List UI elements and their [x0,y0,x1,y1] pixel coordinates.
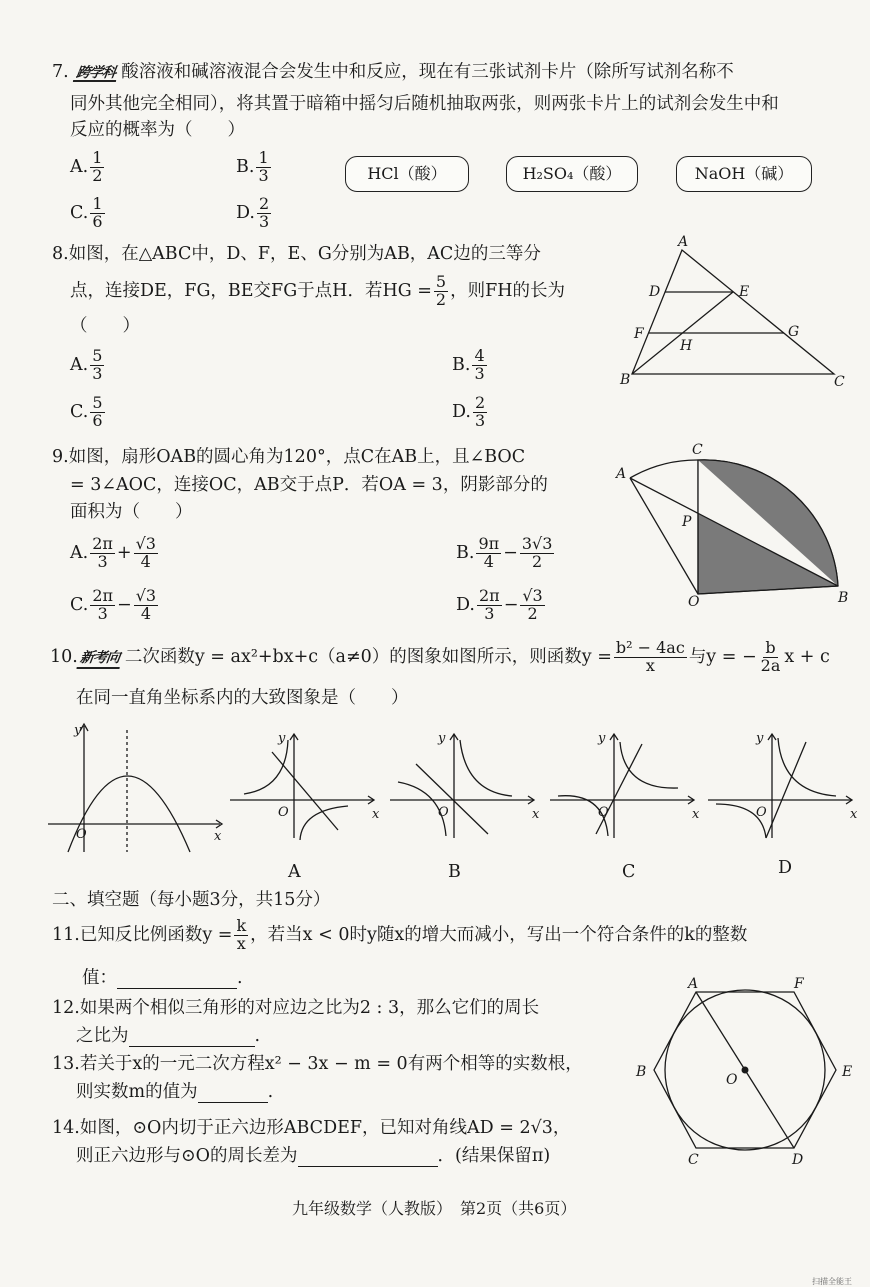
svg-text:O: O [438,805,449,820]
q12-answer-blank[interactable] [129,1028,255,1047]
q8-option-b: B. $\frac{4}{3}$ [452,346,485,383]
watermark: 扫描全能王 [812,1277,852,1286]
q10-graph-a [228,726,384,844]
q7-option-c: C. $\frac{1}{6}$ [70,194,103,231]
q7-line3: 反应的概率为（ ） [70,120,245,140]
q10-graph-c [548,726,704,844]
q9-line2: = 3∠AOC，连接OC，AB交于点P．若OA = 3，阴影部分的 [70,475,548,495]
q9-option-c: C. $\frac{2\pi}{3}$ − $\frac{√3}{4}$ [70,586,157,623]
label-o: O [726,1072,738,1088]
svg-text:y: y [74,723,82,738]
svg-text:x: x [214,829,222,844]
q8-option-c: C. $\frac{5}{6}$ [70,393,103,430]
q13-line2: 则实数m的值为 . [76,1082,274,1102]
reagent-card-naoh: NaOH（碱） [676,156,812,192]
label-a: A [688,976,699,992]
label-a: A [678,234,689,250]
q9-option-b: B. $\frac{9\pi}{4}$ − $\frac{3√3}{2}$ [456,534,553,571]
svg-text:x: x [850,807,858,822]
label-d: D [649,284,661,300]
label-d: D [792,1152,804,1168]
q7-option-d: D. $\frac{2}{3}$ [236,194,270,231]
reagent-card-hcl: HCl（酸） [345,156,469,192]
q11-line2: 值： . [82,968,243,988]
q13-answer-blank[interactable] [198,1084,268,1103]
q10-graph-b [388,726,544,844]
section-title: 二、填空题（每小题3分，共15分） [52,890,331,910]
q10-parabola-graph [44,720,229,860]
label-h: H [680,338,693,354]
label-b: B [620,372,631,388]
q10-line1: 10.新考向 二次函数y = ax²+bx+c（a≠0）的图象如图所示，则函数y = $\frac{\text{b² − 4ac}}{x}$ 与y = − $\frac{b}{2a}$ x + c [50,638,830,675]
label-f: F [634,326,644,342]
q10-graph-d [706,726,862,844]
q8-line1: 8.如图，在△ABC中，D、F，E、G分别为AB，AC边的三等分 [52,244,541,264]
svg-text:y: y [438,731,446,746]
page-footer: 九年级数学（人教版） 第2页（共6页） [292,1199,577,1218]
q7-tag: 跨学科 [73,66,118,82]
svg-text:O: O [598,805,609,820]
q10-line2: 在同一直角坐标系内的大致图象是（ ） [76,688,409,708]
svg-text:O: O [756,805,767,820]
q9-line3: 面积为（ ） [70,502,193,522]
q8-option-a: A. $\frac{5}{3}$ [70,346,103,383]
svg-text:O: O [76,827,87,842]
question-number: 7. [52,62,69,82]
q7-option-b: B. $\frac{1}{3}$ [236,148,269,185]
q14-line2: 则正六边形与⊙O的周长差为 ．(结果保留π) [76,1146,551,1166]
q10-graph-b-label: B [448,862,461,882]
q9-sector-figure [612,440,857,610]
q9-option-a: A. $\frac{2\pi}{3}$ + $\frac{√3}{4}$ [70,534,156,571]
q7-line1: 7. 跨学科 酸溶液和碱溶液混合会发生中和反应，现在有三张试剂卡片（除所写试剂名称不 [52,62,734,82]
q8-triangle-figure [612,232,857,392]
label-f: F [794,976,804,992]
label-e: E [842,1064,853,1080]
reagent-card-h2so4: H₂SO₄（酸） [506,156,638,192]
q10-graph-c-label: C [622,862,636,882]
q14-line1: 14.如图，⊙O内切于正六边形ABCDEF，已知对角线AD = 2√3， [52,1118,571,1138]
q12-line1: 12.如果两个相似三角形的对应边之比为2 : 3，那么它们的周长 [52,998,540,1018]
q14-hexagon-figure [630,972,860,1172]
q9-line1: 9.如图，扇形OAB的圆心角为120°，点C在AB上，且∠BOC [52,447,526,467]
label-c: C [834,374,845,390]
q13-line1: 13.若关于x的一元二次方程x² − 3x − m = 0有两个相等的实数根， [52,1054,583,1074]
q12-line2: 之比为 . [76,1026,261,1046]
q10-graph-a-label: A [288,862,301,882]
q7-option-a: A. $\frac{1}{2}$ [70,148,103,185]
q8-line2: 点，连接DE，FG，BE交FG于点H．若HG = $\frac{5}{2}$ ，则FH的长为 [70,272,566,309]
q11-line1: 11.已知反比例函数y = $\frac{k}{x}$ ，若当x < 0时y随x的增大而减小，写出一个符合条件的k的整数 [52,916,748,953]
label-e: E [739,284,750,300]
q8-line3: （ ） [70,316,140,336]
svg-text:x: x [372,807,380,822]
q14-answer-blank[interactable] [298,1148,438,1167]
svg-text:O: O [278,805,289,820]
label-p: P [682,514,692,530]
svg-text:x: x [692,807,700,822]
q8-option-d: D. $\frac{2}{3}$ [452,393,486,430]
q9-option-d: D. $\frac{2\pi}{3}$ − $\frac{√3}{2}$ [456,586,543,623]
q10-graph-d-label: D [778,858,793,878]
q10-tag: 新考向 [76,647,122,669]
label-b: B [838,590,849,606]
svg-text:x: x [532,807,540,822]
svg-text:y: y [598,731,606,746]
q11-answer-blank[interactable] [117,970,237,989]
svg-text:y: y [278,731,286,746]
label-o: O [688,594,700,610]
svg-text:y: y [756,731,764,746]
label-a: A [616,466,627,482]
label-c: C [692,442,703,458]
label-g: G [788,324,800,340]
label-c: C [688,1152,699,1168]
label-b: B [636,1064,647,1080]
q7-line2: 同外其他完全相同），将其置于暗箱中摇匀后随机抽取两张，则两张卡片上的试剂会发生中和 [70,94,779,114]
